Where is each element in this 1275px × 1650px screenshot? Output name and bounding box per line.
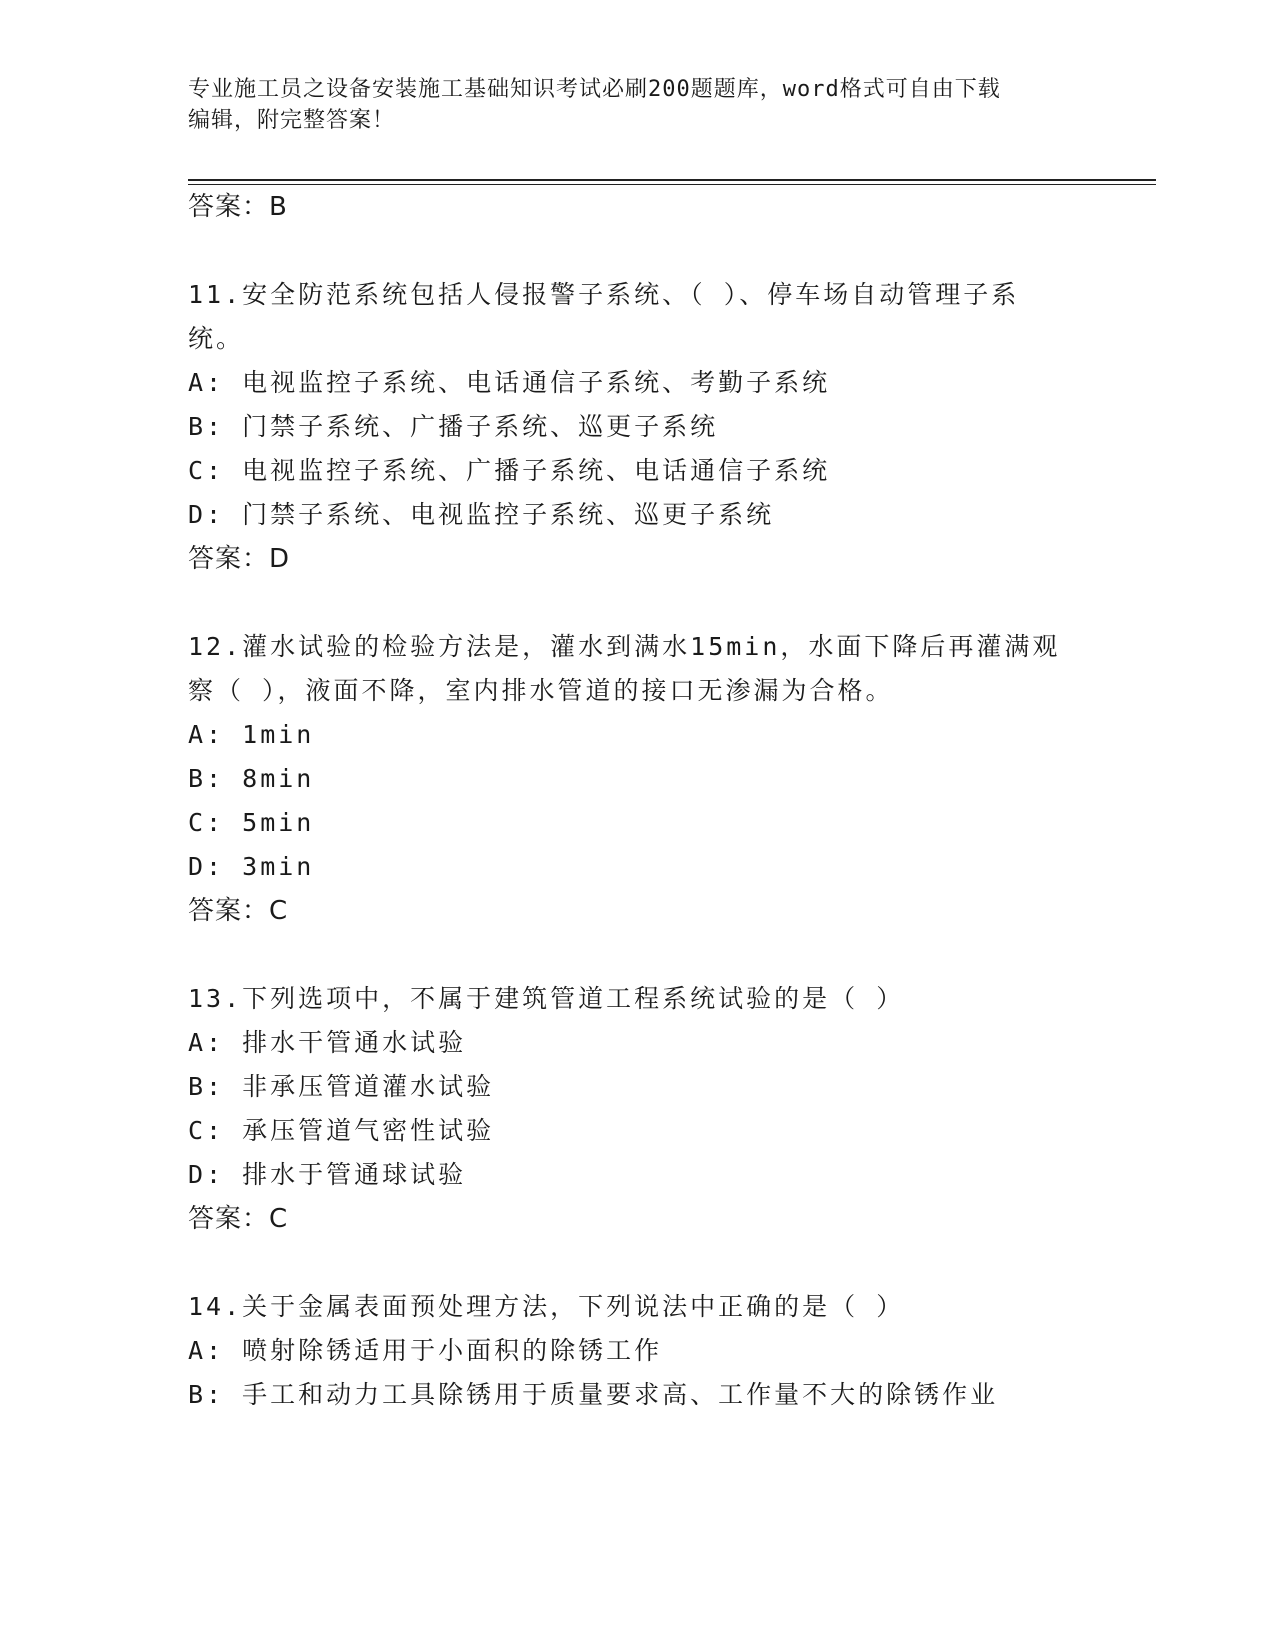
question-11-option-c: C: 电视监控子系统、广播子系统、电话通信子系统 (188, 456, 831, 485)
answer-value: B (269, 192, 288, 222)
question-12-text-cont: 察（ ），液面不降，室内排水管道的接口无渗漏为合格。 (188, 676, 894, 705)
question-11-answer (188, 544, 290, 574)
question-12-option-c: C: 5min (188, 808, 315, 837)
answer-label: 答案： (188, 192, 270, 222)
header-line-1: 专业施工员之设备安装施工基础知识考试必刷200题题库，word格式可自由下载 (188, 77, 1001, 102)
question-11-option-b: B: 门禁子系统、广播子系统、巡更子系统 (188, 412, 719, 441)
question-14-option-a: A: 喷射除锈适用于小面积的除锈工作 (188, 1336, 663, 1365)
question-12-text: 12.灌水试验的检验方法是，灌水到满水15min，水面下降后再灌满观 (188, 632, 1061, 661)
question-13-answer (188, 1204, 288, 1234)
question-11-option-a: A: 电视监控子系统、电话通信子系统、考勤子系统 (188, 368, 831, 397)
header-line-2: 编辑，附完整答案！ (188, 108, 396, 133)
answer-value: C (269, 896, 289, 926)
question-12-option-a: A: 1min (188, 720, 315, 749)
question-13-text: 13.下列选项中，不属于建筑管道工程系统试验的是（ ） (188, 984, 905, 1013)
answer-value: C (269, 1204, 289, 1234)
document-header (188, 74, 1088, 136)
header-rule-thin (188, 184, 1156, 185)
question-14-text: 14.关于金属表面预处理方法，下列说法中正确的是（ ） (188, 1292, 905, 1321)
question-13-option-d: D: 排水于管通球试验 (188, 1160, 467, 1189)
answer-label: 答案： (188, 896, 270, 926)
question-13-option-c: C: 承压管道气密性试验 (188, 1116, 495, 1145)
answer-label: 答案： (188, 544, 270, 574)
question-12-answer (188, 896, 288, 926)
header-rule-thick (188, 179, 1156, 181)
answer-value: D (269, 544, 291, 574)
question-14-option-b: B: 手工和动力工具除锈用于质量要求高、工作量不大的除锈作业 (188, 1380, 999, 1409)
question-12-option-d: D: 3min (188, 852, 315, 881)
question-11-text: 11.安全防范系统包括人侵报警子系统、（ ）、停车场自动管理子系 (188, 280, 1020, 309)
answer-label: 答案： (188, 1204, 270, 1234)
answer-line (188, 192, 288, 222)
question-13-option-a: A: 排水干管通水试验 (188, 1028, 467, 1057)
question-11-text-cont: 统。 (188, 324, 245, 353)
question-12-option-b: B: 8min (188, 764, 315, 793)
question-11-option-d: D: 门禁子系统、电视监控子系统、巡更子系统 (188, 500, 775, 529)
question-13-option-b: B: 非承压管道灌水试验 (188, 1072, 495, 1101)
